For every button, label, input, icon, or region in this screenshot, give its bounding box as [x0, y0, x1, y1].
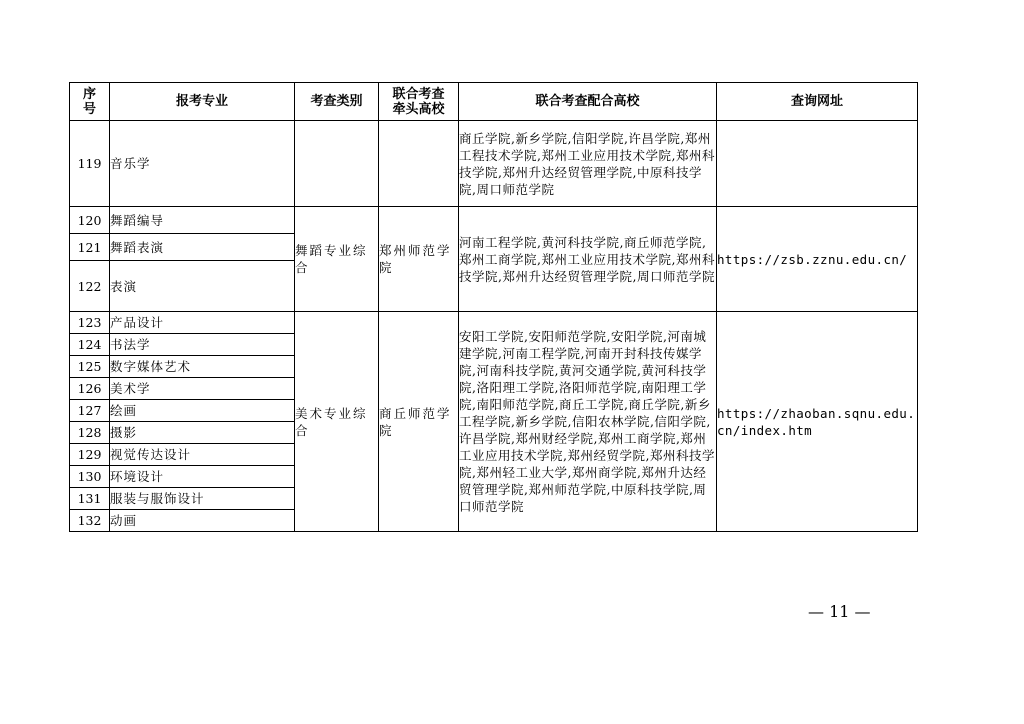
lead-college-cell: 郑州师范学院 [379, 207, 459, 312]
row-number: 125 [70, 356, 110, 378]
header-category: 考查类别 [295, 83, 379, 121]
major-name: 美术学 [110, 378, 295, 400]
table-row [70, 207, 918, 234]
row-number: 123 [70, 312, 110, 334]
major-name: 服装与服饰设计 [110, 488, 295, 510]
header-major: 报考专业 [110, 83, 295, 121]
row-number: 129 [70, 444, 110, 466]
major-name: 舞蹈编导 [110, 207, 295, 234]
table-row [70, 121, 918, 207]
major-name: 视觉传达设计 [110, 444, 295, 466]
header-seq: 序 号 [70, 83, 110, 121]
major-name: 摄影 [110, 422, 295, 444]
major-name: 绘画 [110, 400, 295, 422]
row-number: 131 [70, 488, 110, 510]
major-name: 产品设计 [110, 312, 295, 334]
category-cell [295, 121, 379, 207]
row-number: 127 [70, 400, 110, 422]
major-name: 动画 [110, 510, 295, 532]
lead-college-cell [379, 121, 459, 207]
major-name: 书法学 [110, 334, 295, 356]
lead-college-cell: 商丘师范学院 [379, 312, 459, 532]
major-name: 环境设计 [110, 466, 295, 488]
category-cell: 舞蹈专业综合 [295, 207, 379, 312]
page-number: — 11 — [808, 602, 871, 621]
row-number: 132 [70, 510, 110, 532]
row-number: 126 [70, 378, 110, 400]
major-name: 音乐学 [110, 121, 295, 207]
url-cell [717, 121, 918, 207]
query-url[interactable]: https://zsb.zznu.edu.cn/ [717, 207, 918, 312]
row-number: 124 [70, 334, 110, 356]
row-number: 122 [70, 261, 110, 312]
category-cell: 美术专业综合 [295, 312, 379, 532]
query-url[interactable]: https://zhaoban.sqnu.edu.cn/index.htm [717, 312, 918, 532]
major-name: 数字媒体艺术 [110, 356, 295, 378]
partner-colleges: 河南工程学院,黄河科技学院,商丘师范学院,郑州工商学院,郑州工业应用技术学院,郑州科技学院,郑州升达经贸管理学院,周口师范学院 [459, 207, 717, 312]
header-row [70, 83, 918, 121]
row-number: 121 [70, 234, 110, 261]
row-number: 120 [70, 207, 110, 234]
row-number: 119 [70, 121, 110, 207]
major-name: 表演 [110, 261, 295, 312]
header-url: 查询网址 [717, 83, 918, 121]
major-name: 舞蹈表演 [110, 234, 295, 261]
header-lead-college: 联合考查 牵头高校 [379, 83, 459, 121]
table-row [70, 312, 918, 334]
partner-colleges: 安阳工学院,安阳师范学院,安阳学院,河南城建学院,河南工程学院,河南开封科技传媒学院,河南科技学院,黄河交通学院,黄河科技学院,洛阳理工学院,洛阳师范学院,南阳理工学院,南阳师范学院,商丘工学院,商丘学院,新乡工程学院,新乡学院,信阳农林学院,信阳学院,许昌学院,郑州财经学院,郑州工商学院,郑州工业应用技术学院,郑州经贸学院,郑州科技学院,郑州轻工业大学,郑州商学院,郑州升达经贸管理学院,郑州师范学院,中原科技学院,周口师范学院 [459, 312, 717, 532]
header-colleges: 联合考查配合高校 [459, 83, 717, 121]
admissions-table [69, 82, 918, 532]
row-number: 128 [70, 422, 110, 444]
partner-colleges: 商丘学院,新乡学院,信阳学院,许昌学院,郑州工程技术学院,郑州工业应用技术学院,郑州科技学院,郑州升达经贸管理学院,中原科技学院,周口师范学院 [459, 121, 717, 207]
row-number: 130 [70, 466, 110, 488]
